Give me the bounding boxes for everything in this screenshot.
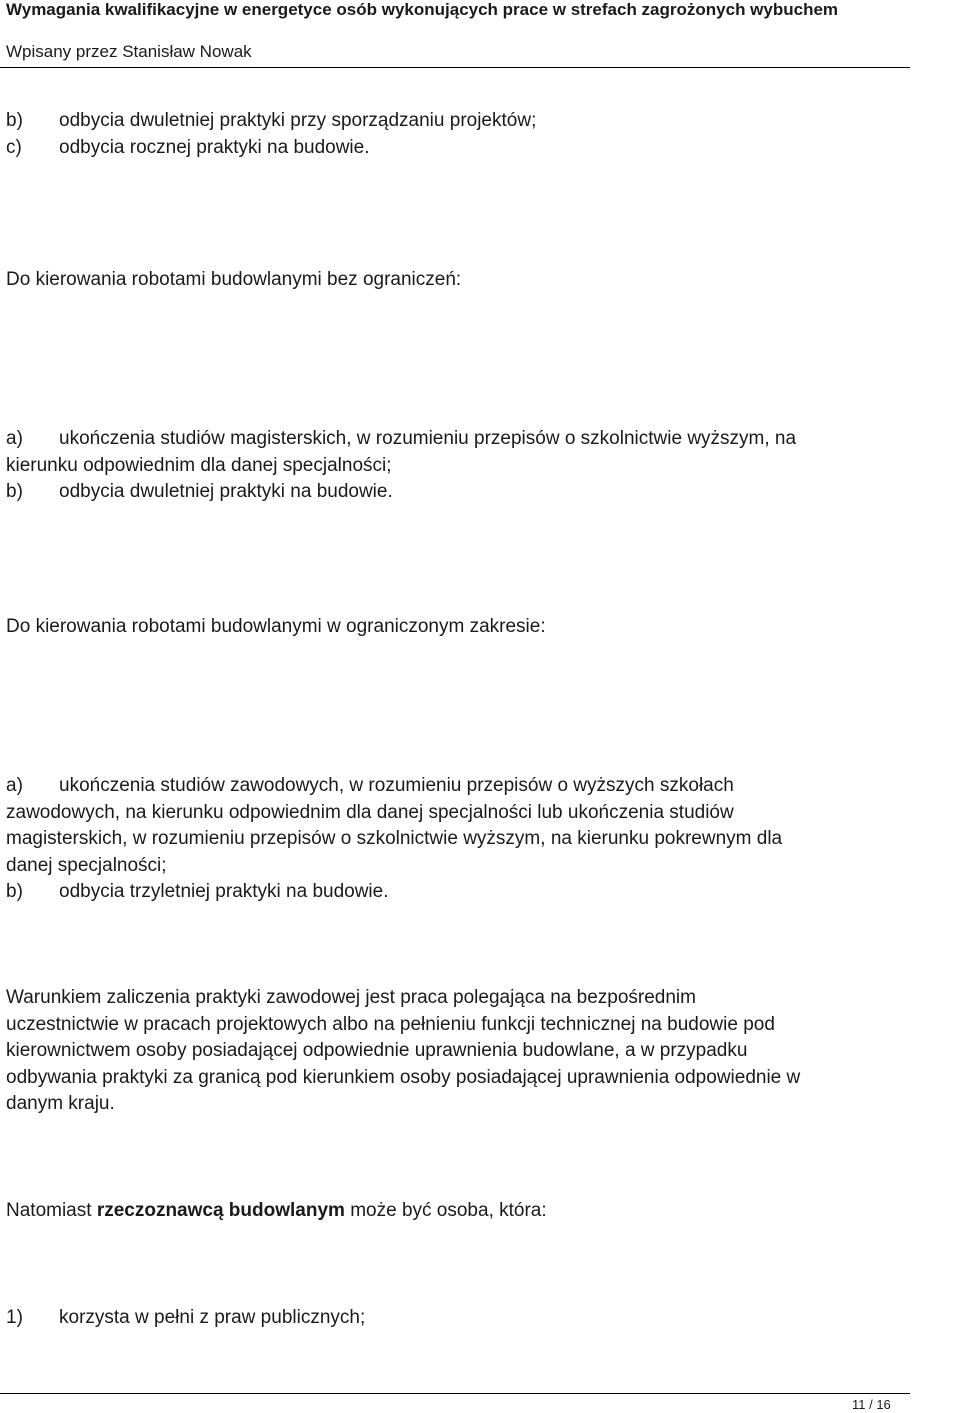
page-number: 11 / 16 (852, 1397, 891, 1412)
section-heading-unrestricted: Do kierowania robotami budowlanymi bez ograniczeń: (6, 269, 462, 290)
list-marker: b) (6, 110, 23, 131)
requirements-list-unrestricted (6, 426, 906, 506)
list-item-text: odbycia rocznej praktyki na budowie. (59, 136, 370, 158)
list-item-text: ukończenia studiów zawodowych, w rozumieniu przepisów o wyższych szkołach (59, 775, 734, 796)
section-heading-restricted: Do kierowania robotami budowlanymi w ograniczonym zakresie: (6, 616, 546, 637)
author-line: Wpisany przez Stanisław Nowak (6, 42, 252, 61)
list-item-text: ukończenia studiów magisterskich, w rozumieniu przepisów o szkolnictwie wyższym, na (59, 428, 797, 449)
list-item (6, 773, 906, 800)
paragraph-line: odbywania praktyki za granicą pod kierunkiem osoby posiadającej uprawnienia odpowiednie w (6, 1066, 801, 1088)
list-item-text: odbycia trzyletniej praktyki na budowie. (59, 881, 389, 902)
list-marker: c) (6, 136, 22, 158)
list-item-continuation: zawodowych, na kierunku odpowiednim dla danej specjalności lub ukończenia studiów (6, 801, 734, 823)
list-item-text: odbycia dwuletniej praktyki przy sporządzaniu projektów; (59, 110, 537, 131)
list-marker: b) (6, 881, 23, 902)
footer-divider (0, 1393, 910, 1394)
list-marker: 1) (6, 1307, 23, 1328)
practice-requirement-paragraph (6, 985, 906, 1118)
list-item-continuation: danej specjalności; (6, 854, 167, 876)
list-item (6, 1305, 906, 1332)
expert-requirements-list (6, 1305, 906, 1332)
list-item-text: korzysta w pełni z praw publicznych; (59, 1307, 366, 1328)
paragraph-prefix: Natomiast (6, 1200, 97, 1221)
paragraph-suffix: może być osoba, która: (344, 1200, 547, 1221)
emphasized-term: rzeczoznawcą budowlanym (96, 1200, 345, 1221)
list-marker: a) (6, 775, 23, 796)
paragraph-line: kierownictwem osoby posiadającej odpowiednie uprawnienia budowlane, a w przypadku (6, 1040, 748, 1061)
list-item (6, 479, 906, 506)
list-item-text: odbycia dwuletniej praktyki na budowie. (59, 481, 393, 502)
header-divider (0, 67, 910, 68)
paragraph-line: Warunkiem zaliczenia praktyki zawodowej jest praca polegająca na bezpośrednim (6, 987, 696, 1008)
list-item (6, 879, 906, 906)
list-marker: b) (6, 481, 23, 502)
list-item-continuation: magisterskich, w rozumieniu przepisów o szkolnictwie wyższym, na kierunku pokrewnym dla (6, 828, 783, 849)
list-item (6, 426, 906, 453)
list-item (6, 135, 906, 162)
requirements-list-restricted (6, 773, 906, 906)
paragraph-line: uczestnictwie w pracach projektowych albo na pełnieniu funkcji technicznej na budowie pod (6, 1013, 775, 1035)
document-title: Wymagania kwalifikacyjne w energetyce osób wykonujących prace w strefach zagrożonych wybuchem (6, 0, 839, 19)
paragraph-line: danym kraju. (6, 1093, 115, 1114)
list-marker: a) (6, 428, 23, 449)
expert-intro-paragraph (6, 1198, 906, 1225)
list-item (6, 108, 906, 135)
list-continuation (6, 108, 906, 161)
list-item-continuation: kierunku odpowiednim dla danej specjalności; (6, 454, 392, 476)
